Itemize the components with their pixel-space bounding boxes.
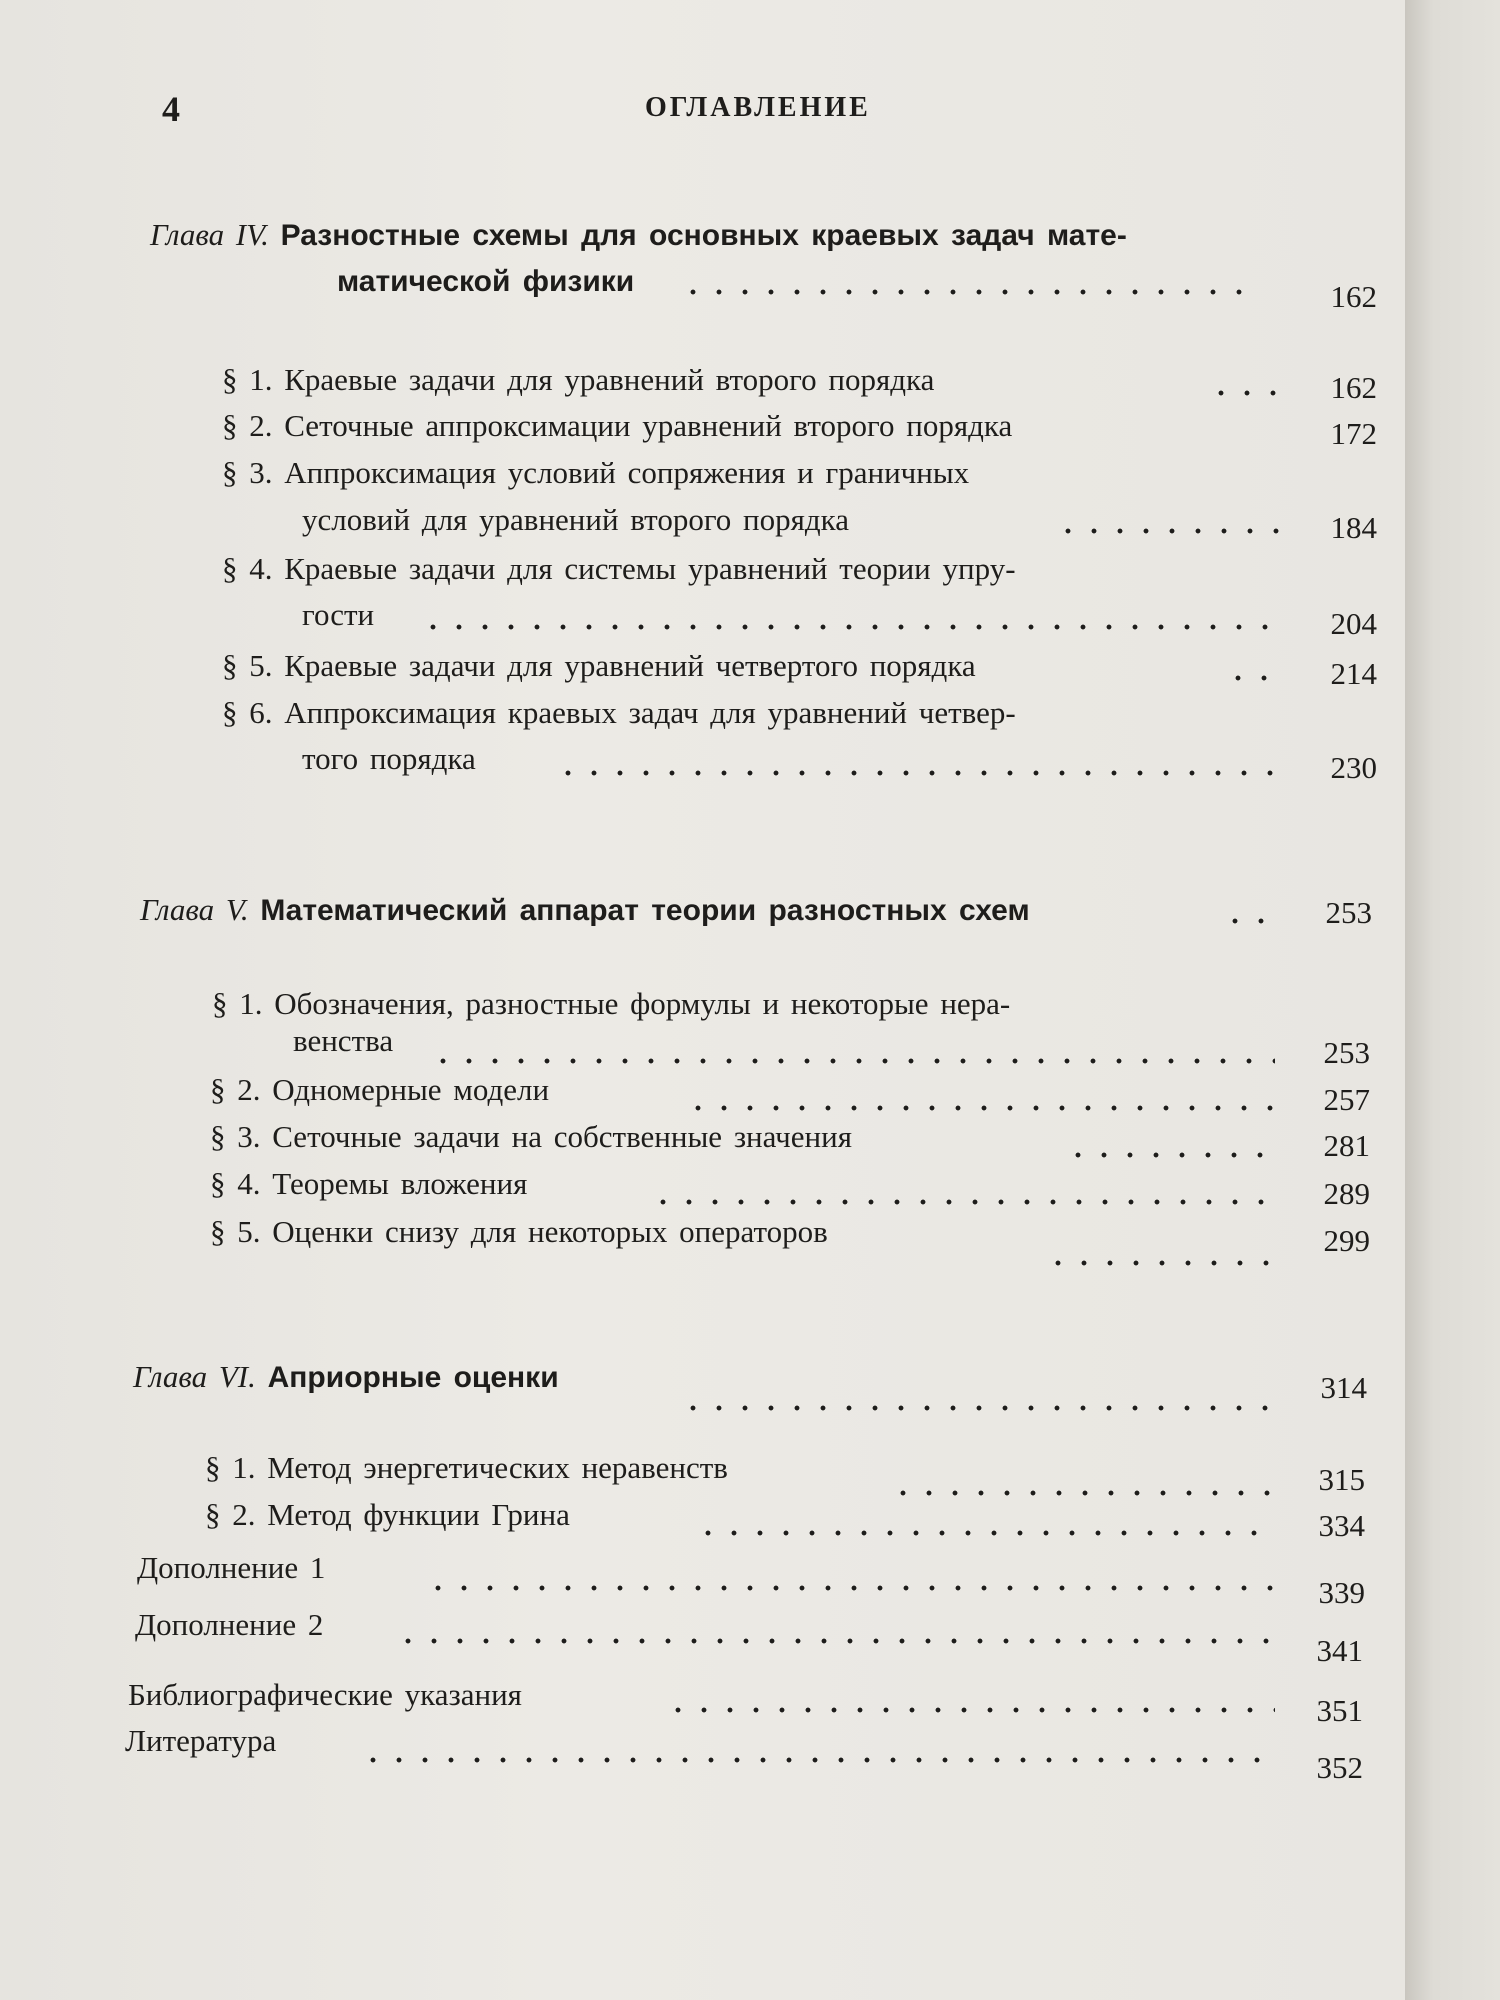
section-entry	[205, 1445, 728, 1491]
appendix-title: Библиографические указания	[128, 1677, 522, 1712]
section-title: Обозначения, разностные формулы и некоторые нера-	[274, 986, 1011, 1021]
section-title: Теоремы вложения	[272, 1166, 528, 1201]
appendix-entry	[128, 1672, 522, 1718]
section-number: § 4.	[222, 551, 273, 586]
section-entry-cont	[293, 1018, 393, 1064]
appendix-entry	[137, 1545, 325, 1591]
chapter-4-heading-cont	[337, 258, 634, 305]
leader-dots	[395, 1638, 1275, 1644]
section-page: 214	[1330, 656, 1377, 691]
section-page: 334	[1318, 1508, 1365, 1543]
section-entry	[210, 1067, 549, 1113]
leader-dots	[680, 1405, 1275, 1411]
appendix-title: Литература	[125, 1723, 277, 1758]
appendix-title: Дополнение 1	[137, 1550, 326, 1585]
section-entry	[222, 403, 1012, 449]
section-page: 172	[1330, 416, 1377, 451]
leader-dots	[1225, 675, 1280, 681]
section-page: 162	[1330, 370, 1377, 405]
page-number: 4	[162, 89, 180, 129]
section-entry	[222, 546, 1016, 592]
section-title: Краевые задачи для системы уравнений теории упру-	[284, 551, 1016, 586]
section-entry-cont	[302, 497, 849, 543]
leader-dots	[1045, 1260, 1275, 1266]
chapter-page: 162	[1330, 279, 1377, 314]
section-title: Аппроксимация условий сопряжения и граничных	[284, 455, 970, 490]
leader-dots	[665, 1707, 1275, 1713]
leader-dots	[360, 1757, 1275, 1763]
leader-dots	[1065, 1152, 1275, 1158]
leader-dots	[1055, 528, 1280, 534]
section-page: 281	[1323, 1128, 1370, 1163]
chapter-title: Математический аппарат теории разностных схем	[260, 894, 1030, 927]
chapter-5-heading	[140, 887, 1030, 934]
section-number: § 1.	[212, 986, 263, 1021]
section-title-cont: гости	[302, 597, 375, 632]
section-entry	[222, 643, 976, 689]
leader-dots	[430, 1058, 1275, 1064]
section-title: Краевые задачи для уравнений четвертого порядка	[284, 648, 976, 683]
leader-dots	[1222, 918, 1277, 924]
running-title: ОГЛАВЛЕНИЕ	[645, 92, 871, 123]
section-number: § 3.	[210, 1119, 261, 1154]
appendix-page: 339	[1318, 1575, 1365, 1610]
section-title-cont: условий для уравнений второго порядка	[302, 502, 849, 537]
section-page: 230	[1330, 750, 1377, 785]
chapter-page: 314	[1320, 1370, 1367, 1405]
section-entry-cont	[302, 736, 476, 782]
section-entry-cont	[302, 592, 374, 638]
chapter-title: Априорные оценки	[267, 1361, 559, 1394]
leader-dots	[685, 1105, 1275, 1111]
section-page: 257	[1323, 1082, 1370, 1117]
section-number: § 2.	[205, 1497, 256, 1532]
section-page: 184	[1330, 510, 1377, 545]
appendix-page: 341	[1316, 1633, 1363, 1668]
leader-dots	[650, 1199, 1275, 1205]
leader-dots	[425, 1585, 1275, 1591]
appendix-entry	[125, 1718, 276, 1764]
leader-dots	[420, 624, 1280, 630]
leader-dots	[890, 1490, 1275, 1496]
chapter-label: Глава IV.	[150, 217, 269, 252]
section-number: § 2.	[210, 1072, 261, 1107]
chapter-page: 253	[1325, 895, 1372, 930]
section-title: Метод функции Грина	[267, 1497, 570, 1532]
chapter-label: Глава VI.	[133, 1359, 256, 1394]
section-entry	[205, 1492, 570, 1538]
section-entry	[210, 1209, 828, 1255]
section-page: 204	[1330, 606, 1377, 641]
chapter-6-heading	[133, 1354, 559, 1401]
leader-dots	[680, 289, 1260, 295]
section-entry	[222, 357, 934, 403]
section-page: 299	[1323, 1223, 1370, 1258]
section-title: Одномерные модели	[272, 1072, 550, 1107]
leader-dots	[1208, 390, 1278, 396]
appendix-page: 351	[1316, 1693, 1363, 1728]
chapter-title-cont: матической физики	[337, 265, 635, 298]
appendix-entry	[135, 1602, 323, 1648]
section-title: Сеточные задачи на собственные значения	[272, 1119, 852, 1154]
section-number: § 1.	[222, 362, 273, 397]
section-number: § 2.	[222, 408, 273, 443]
section-title: Оценки снизу для некоторых операторов	[272, 1214, 828, 1249]
appendix-title: Дополнение 2	[135, 1607, 324, 1642]
section-title: Сеточные аппроксимации уравнений второго порядка	[284, 408, 1013, 443]
section-number: § 5.	[210, 1214, 261, 1249]
leader-dots	[555, 770, 1280, 776]
section-number: § 5.	[222, 648, 273, 683]
section-number: § 6.	[222, 695, 273, 730]
section-entry	[222, 690, 1016, 736]
section-page: 289	[1323, 1176, 1370, 1211]
section-title: Аппроксимация краевых задач для уравнений четвер-	[284, 695, 1016, 730]
section-number: § 4.	[210, 1166, 261, 1201]
chapter-label: Глава V.	[140, 892, 249, 927]
section-number: § 3.	[222, 455, 273, 490]
section-title: Метод энергетических неравенств	[267, 1450, 728, 1485]
chapter-title: Разностные схемы для основных краевых задач мате-	[280, 219, 1127, 252]
page-header	[0, 88, 1405, 138]
chapter-4-heading	[150, 212, 1127, 259]
section-entry	[222, 450, 969, 496]
leader-dots	[695, 1530, 1275, 1536]
section-title-cont: того порядка	[302, 741, 476, 776]
section-title: Краевые задачи для уравнений второго порядка	[284, 362, 935, 397]
appendix-page: 352	[1316, 1750, 1363, 1785]
section-entry	[210, 1161, 527, 1207]
page-edge	[1405, 0, 1500, 2000]
section-entry	[210, 1114, 852, 1160]
section-title-cont: венства	[293, 1023, 394, 1058]
section-page: 253	[1323, 1035, 1370, 1070]
section-number: § 1.	[205, 1450, 256, 1485]
section-page: 315	[1318, 1462, 1365, 1497]
